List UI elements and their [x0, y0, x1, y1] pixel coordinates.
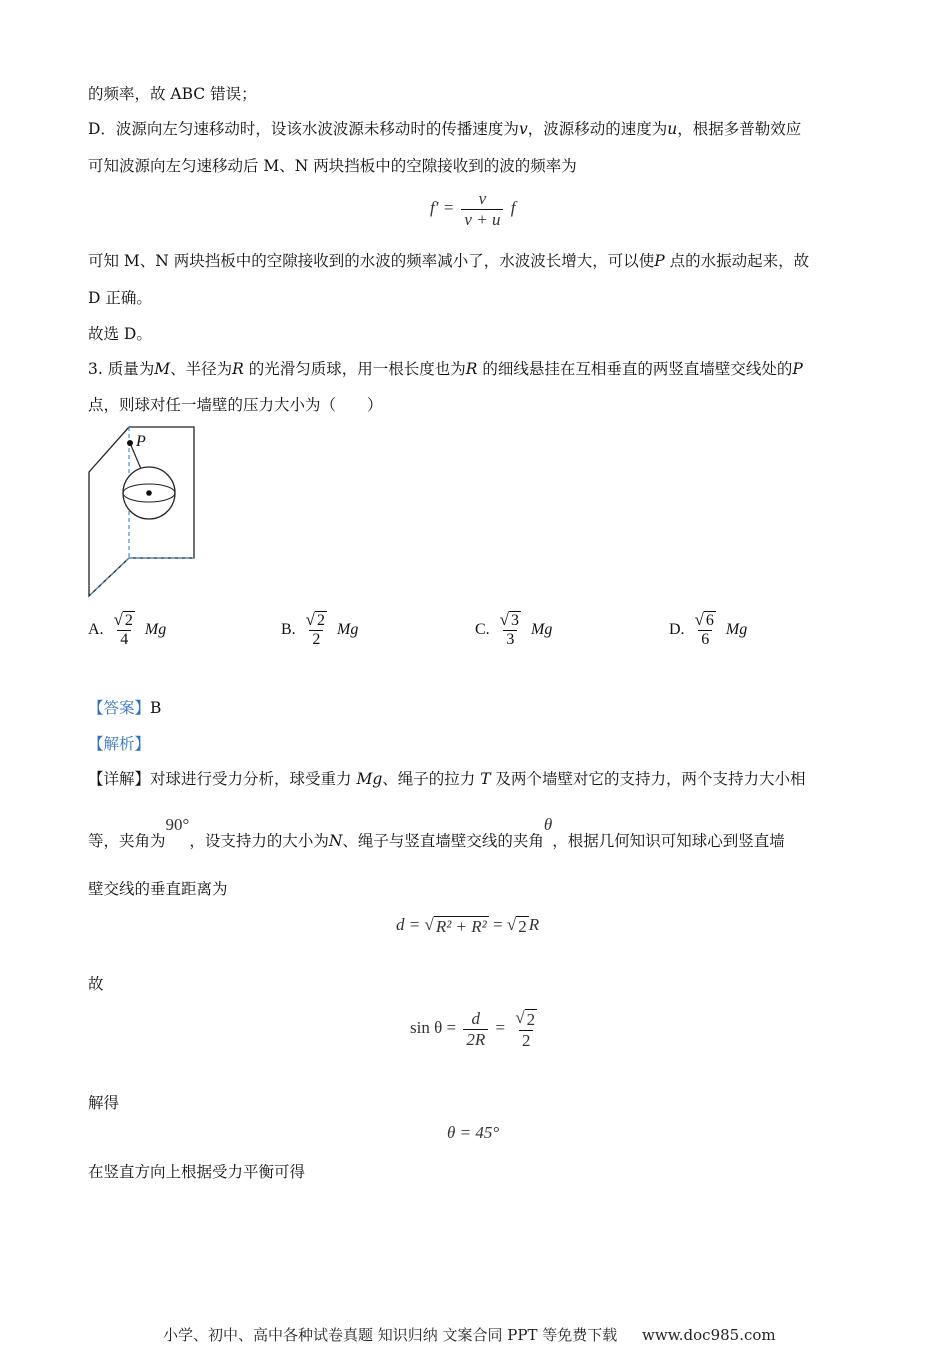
denominator: 3 — [503, 630, 517, 649]
text: 3. 质量为 — [88, 360, 155, 378]
mg-term: Mg — [725, 621, 748, 639]
formula-rhs: f — [510, 197, 516, 217]
radicand: 6 — [705, 612, 714, 629]
detail-line — [88, 877, 228, 899]
text: ，根据几何知识可知球心到竖直墙 — [552, 832, 785, 850]
radicand: R² + R² — [435, 917, 487, 936]
footer — [163, 1324, 776, 1345]
fraction: √ 2 2 — [305, 610, 326, 649]
theta-result — [447, 1123, 499, 1143]
angle-90: 90° — [165, 815, 190, 834]
denominator: 2R — [463, 1029, 488, 1050]
fraction: √ 2 4 — [113, 610, 133, 649]
text: 的光滑匀质球，用一根长度也为 — [243, 360, 466, 378]
variable-n: N — [328, 832, 343, 850]
variable-r: R — [465, 360, 478, 378]
text: 可知波源向左匀速移动后 M、N 两块挡板中的空隙接收到的波的频率为 — [88, 157, 577, 175]
answer-label: 【答案】 — [88, 699, 151, 717]
denominator: v + u — [461, 209, 503, 230]
text-line — [88, 322, 152, 344]
option-c[interactable] — [475, 611, 552, 650]
denominator: 6 — [698, 630, 712, 649]
variable-p: P — [792, 360, 803, 378]
option-letter: D. — [669, 621, 685, 639]
text: 点的水振动起来，故 — [664, 252, 810, 270]
variable-u: u — [667, 120, 678, 138]
analysis-label: 【解析】 — [88, 735, 151, 753]
text: 等，夹角为 — [88, 832, 166, 850]
text-line — [88, 1160, 305, 1182]
text: 故选 D。 — [88, 325, 152, 343]
answer-line — [88, 696, 161, 718]
option-a[interactable] — [88, 611, 166, 650]
distance-formula — [396, 915, 539, 937]
variable-theta: θ — [543, 815, 553, 834]
text-line — [88, 154, 577, 176]
text: ，波源移动的速度为 — [527, 120, 668, 138]
footer-url[interactable]: www.doc985.com — [642, 1326, 776, 1344]
formula-lhs: f′ = — [430, 197, 455, 217]
footer-text: 小学、初中、高中各种试卷真题 知识归纳 文案合同 PPT 等免费下载 — [163, 1326, 618, 1344]
option-d[interactable] — [669, 611, 747, 650]
text: D．波源向左匀速移动时，设该水波波源未移动时的传播速度为 — [88, 120, 519, 138]
variable-r: R — [528, 915, 540, 934]
text: 对球进行受力分析，球受重力 — [150, 770, 357, 788]
detail-label: 【详解】 — [88, 770, 151, 788]
text-line — [88, 1091, 119, 1113]
mg-term: Mg — [144, 621, 167, 639]
analysis-heading — [88, 732, 150, 754]
variable-v: v — [518, 120, 528, 138]
fraction: √ 2 2 — [515, 1008, 536, 1050]
mg-term: Mg — [337, 621, 359, 639]
point-p-label: P — [136, 433, 146, 450]
formula-lhs: d = — [396, 915, 421, 934]
text-line — [88, 117, 801, 139]
sqrt: √ 2 — [506, 915, 527, 936]
text: 、半径为 — [170, 360, 233, 378]
question-3-stem — [88, 357, 803, 379]
question-3-stem-cont — [88, 393, 383, 415]
text: 在竖直方向上根据受力平衡可得 — [88, 1163, 306, 1181]
text: 的频率，故 ABC 错误； — [88, 85, 257, 103]
radicand: 2 — [124, 612, 133, 629]
detail-line — [88, 815, 785, 851]
text: ，设支持力的大小为 — [189, 832, 329, 850]
variable-p: P — [654, 252, 665, 270]
numerator: v — [478, 189, 487, 208]
option-b[interactable] — [281, 611, 358, 650]
mg-term: Mg — [531, 621, 553, 639]
option-letter: A. — [88, 621, 104, 639]
numerator: d — [471, 1009, 481, 1028]
doppler-formula — [430, 189, 515, 229]
text: D 正确。 — [88, 289, 152, 307]
text: 、绳子的拉力 — [382, 770, 481, 788]
fraction — [461, 189, 503, 229]
text-line — [88, 286, 152, 308]
denominator: 4 — [117, 630, 131, 649]
text: ，根据多普勒效应 — [677, 120, 802, 138]
equals: = — [493, 915, 503, 934]
text: 、绳子与竖直墙壁交线的夹角 — [342, 832, 544, 850]
fraction: √ 3 3 — [499, 610, 520, 649]
answer-value: B — [150, 699, 162, 717]
radicand: 2 — [317, 612, 326, 629]
equals: = — [495, 1017, 506, 1037]
detail-line — [88, 767, 805, 789]
variable-m: M — [154, 360, 171, 378]
radicand: 3 — [511, 612, 520, 629]
option-letter: C. — [475, 621, 490, 639]
sine-formula — [410, 1008, 543, 1050]
text: 及两个墙壁对它的支持力，两个支持力大小相 — [490, 770, 806, 788]
option-letter: B. — [281, 621, 296, 639]
sphere-center-dot — [146, 490, 152, 496]
text: 故 — [88, 975, 104, 993]
variable-mg: Mg — [356, 770, 383, 788]
text-line — [88, 82, 257, 104]
variable-r: R — [232, 360, 244, 378]
denominator: 2 — [519, 1030, 534, 1051]
wall-sphere-figure — [84, 422, 204, 602]
fraction: √ 6 6 — [694, 610, 714, 649]
radicand: 2 — [518, 917, 527, 936]
text: 的细线悬挂在互相垂直的两竖直墙壁交线处的 — [477, 360, 793, 378]
text: 解得 — [88, 1094, 120, 1112]
denominator: 2 — [309, 630, 323, 649]
formula-lhs: sin θ = — [410, 1017, 457, 1037]
radicand: 2 — [526, 1010, 536, 1029]
text-line — [88, 249, 809, 271]
variable-t: T — [480, 770, 491, 788]
sqrt: √ R² + R² — [424, 915, 487, 936]
formula-text: θ = 45° — [447, 1123, 500, 1142]
text-line — [88, 972, 104, 994]
fraction — [463, 1009, 488, 1049]
text: 点，则球对任一墙壁的压力大小为（ ） — [88, 396, 383, 414]
text: 可知 M、N 两块挡板中的空隙接收到的水波的频率减小了，水波波长增大，可以使 — [88, 252, 655, 270]
text: 壁交线的垂直距离为 — [88, 880, 228, 898]
point-p-dot — [127, 440, 133, 446]
